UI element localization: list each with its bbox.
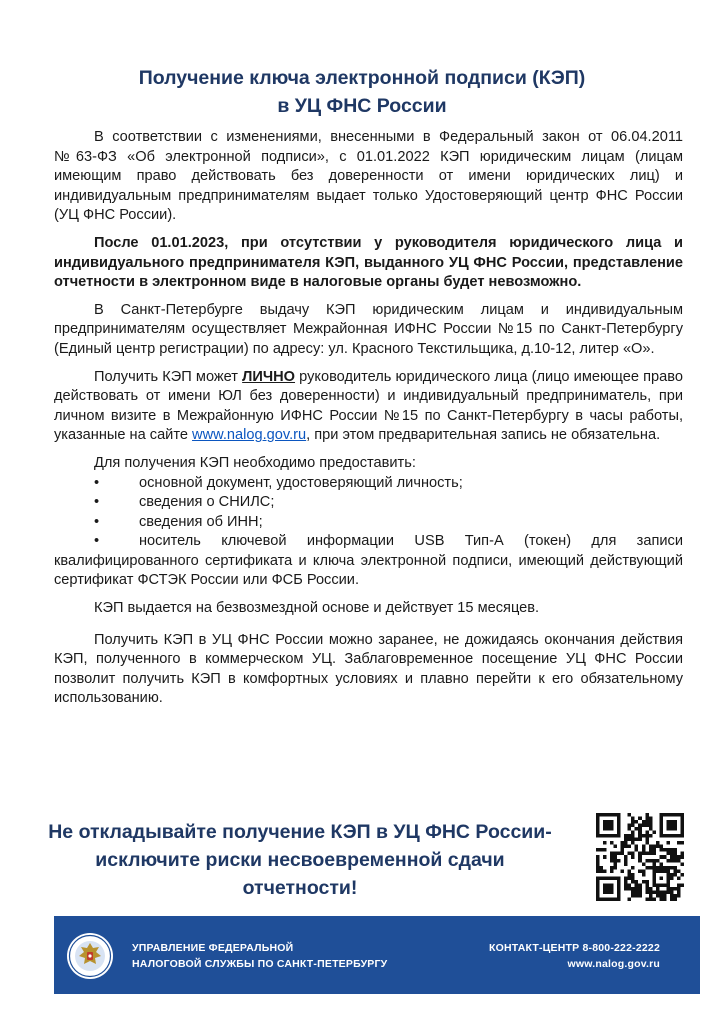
footer-banner bbox=[54, 916, 700, 994]
contact-center-phone[interactable]: КОНТАКТ-ЦЕНТР 8-800-222-2222 bbox=[489, 942, 660, 954]
requirements-list bbox=[54, 474, 683, 592]
page-title bbox=[0, 64, 724, 120]
call-to-action bbox=[40, 818, 560, 902]
organization-line-1: УПРАВЛЕНИЕ ФЕДЕРАЛЬНОЙ bbox=[132, 942, 294, 954]
title-line-2: в УЦ ФНС России bbox=[277, 95, 447, 117]
in-person-text-start: Получить КЭП может bbox=[94, 368, 243, 385]
list-item-text: сведения об ИНН; bbox=[139, 513, 263, 530]
organization-line-2: НАЛОГОВОЙ СЛУЖБЫ ПО САНКТ-ПЕТЕРБУРГУ bbox=[132, 958, 388, 970]
title-line-1: Получение ключа электронной подписи (КЭП) bbox=[138, 67, 586, 89]
cta-line-3: отчетности! bbox=[242, 877, 358, 899]
bullet-icon: • bbox=[94, 533, 100, 550]
footer-website-link[interactable]: www.nalog.gov.ru bbox=[567, 958, 660, 970]
paragraph-advance: Получить КЭП в УЦ ФНС России можно заранее, не дожидаясь окончания действия КЭП, полученного в коммерческом УЦ. Заблаговременное посещение УЦ ФНС России позволит получить КЭП в комфортных условиях и плавно перейти к его обязательному использованию. bbox=[54, 631, 683, 707]
paragraph-free-of-charge: КЭП выдается на безвозмездной основе и действует 15 месяцев. bbox=[94, 600, 540, 617]
cta-line-1: Не откладывайте получение КЭП в УЦ ФНС России- bbox=[48, 821, 552, 843]
list-item bbox=[54, 532, 683, 591]
paragraph-spb-office: В Санкт-Петербурге выдачу КЭП юридическим лицам и индивидуальным предпринимателям осуществляет Межрайонная ИФНС России №15 по Санкт-Петербургу (Единый центр регистрации) по адресу: ул. Красного Текстильщика, д.10-12, литер «О». bbox=[54, 301, 683, 357]
in-person-emphasis: ЛИЧНО bbox=[242, 368, 296, 385]
paragraph-in-person bbox=[54, 368, 683, 446]
contact-info bbox=[460, 940, 660, 972]
document-body bbox=[54, 128, 683, 717]
paragraph-warning: После 01.01.2023, при отсутствии у руководителя юридического лица и индивидуального предпринимателя КЭП, выданного УЦ ФНС России, представление отчетности в электронном виде в налоговые органы будет невозможно. bbox=[54, 234, 683, 291]
fns-emblem-icon bbox=[66, 932, 114, 980]
list-item-text: носитель ключевой информации USB Тип-А (токен) для записи квалифицированного сертификата и ключа электронной подписи, имеющий действующий сертификат ФСТЭК России или ФСБ России. bbox=[54, 533, 683, 589]
list-item bbox=[54, 493, 683, 513]
cta-line-2: исключите риски несвоевременной сдачи bbox=[95, 849, 505, 871]
list-item-text: основной документ, удостоверяющий личность; bbox=[139, 474, 463, 491]
in-person-text-mid: руководитель юридического лица (лицо имеющее право действовать от имени ЮЛ без доверенности) и индивидуальный предприниматель, при личном визите в Межрайонную ИФНС России №15 по Санкт-Петербургу в часы работы, указанные на сайте bbox=[54, 368, 683, 444]
requirements-intro: Для получения КЭП необходимо предоставить: bbox=[94, 454, 416, 471]
list-item-text: сведения о СНИЛС; bbox=[139, 494, 275, 511]
paragraph-law-changes: В соответствии с изменениями, внесенными в Федеральный закон от 06.04.2011 №63-ФЗ «Об электронной подписи», с 01.01.2022 КЭП юридическим лицам (лицам имеющим право действовать без доверенности от имени юридических лиц) и индивидуальным предпринимателям выдает только Удостоверяющий центр ФНС России (УЦ ФНС России). bbox=[54, 129, 683, 224]
bullet-icon: • bbox=[94, 494, 100, 511]
list-item bbox=[54, 513, 683, 533]
nalog-website-link[interactable]: www.nalog.gov.ru bbox=[192, 427, 307, 444]
organization-name bbox=[132, 940, 387, 972]
qr-code-icon[interactable] bbox=[596, 813, 684, 901]
bullet-icon: • bbox=[94, 513, 100, 530]
in-person-text-end: , при этом предварительная запись не обязательна. bbox=[306, 427, 661, 444]
list-item bbox=[54, 474, 683, 494]
bullet-icon: • bbox=[94, 474, 100, 491]
